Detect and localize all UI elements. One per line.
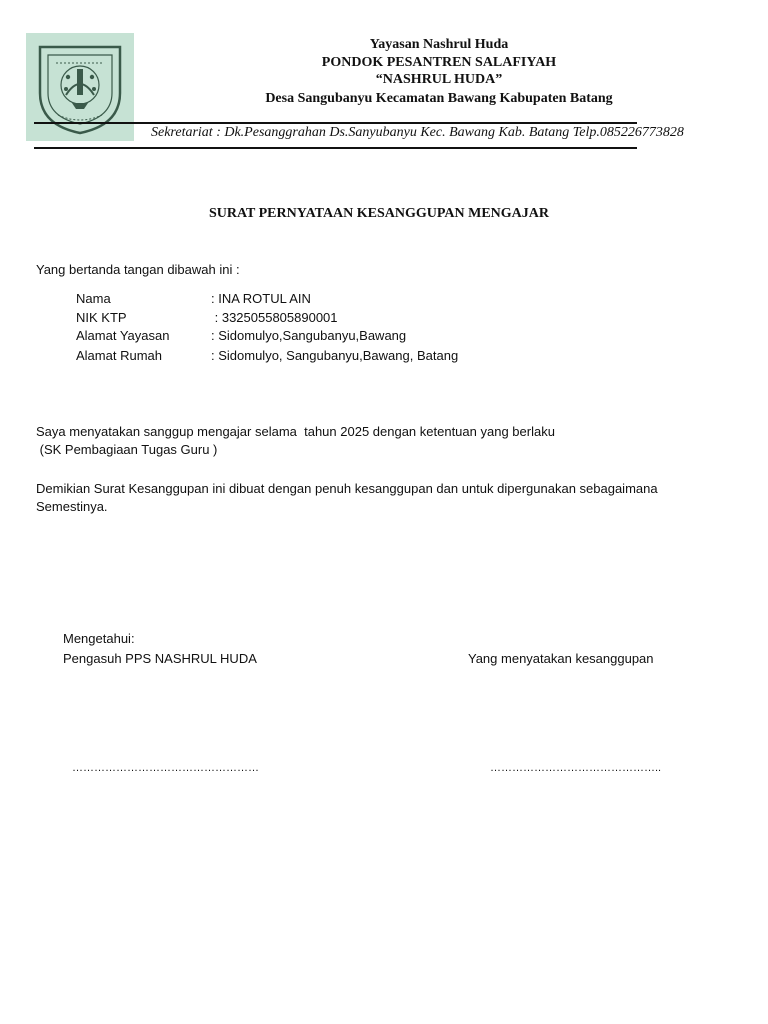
institution-title: “NASHRUL HUDA” (375, 72, 503, 87)
field-value-alamat-yayasan: : Sidomulyo,Sangubanyu,Bawang (211, 328, 407, 343)
signature-right-role: Yang menyatakan kesanggupan (468, 651, 654, 666)
foundation-name: Yayasan Nashrul Huda (369, 37, 509, 52)
institution-name: PONDOK PESANTREN SALAFIYAH (321, 55, 557, 70)
field-label-alamat-yayasan: Alamat Yayasan (76, 328, 170, 343)
intro-text: Yang bertanda tangan dibawah ini : (36, 262, 240, 277)
signature-left-role: Pengasuh PPS NASHRUL HUDA (63, 651, 257, 666)
field-value-nama: : INA ROTUL AIN (211, 291, 311, 306)
field-label-alamat-rumah: Alamat Rumah (76, 348, 162, 363)
signature-right-line: ……………………………………….. (490, 762, 662, 774)
field-label-nik: NIK KTP (76, 310, 127, 325)
closing-line-2: Semestinya. (36, 499, 108, 514)
field-value-alamat-rumah: : Sidomulyo, Sangubanyu,Bawang, Batang (211, 348, 459, 363)
field-value-nik: : 3325055805890001 (211, 310, 338, 325)
institution-address: Desa Sangubanyu Kecamatan Bawang Kabupaten Batang (265, 91, 613, 106)
letterhead-bottom-rule (34, 147, 637, 149)
letterhead-top-rule (34, 122, 637, 124)
statement-line-1: Saya menyatakan sanggup mengajar selama tahun 2025 dengan ketentuan yang berlaku (36, 424, 555, 439)
field-label-nama: Nama (76, 291, 111, 306)
document-title: SURAT PERNYATAAN KESANGGUPAN MENGAJAR (208, 206, 550, 221)
signature-left-heading: Mengetahui: (63, 631, 135, 646)
statement-line-2: (SK Pembagiaan Tugas Guru ) (36, 442, 218, 457)
signature-left-line: …………………………………………… (72, 762, 259, 774)
secretariat-address: Sekretariat : Dk.Pesanggrahan Ds.Sanyubanyu Kec. Bawang Kab. Batang Telp.085226773828 (151, 125, 684, 140)
closing-line-1: Demikian Surat Kesanggupan ini dibuat dengan penuh kesanggupan dan untuk dipergunakan sebagaimana (36, 481, 658, 496)
